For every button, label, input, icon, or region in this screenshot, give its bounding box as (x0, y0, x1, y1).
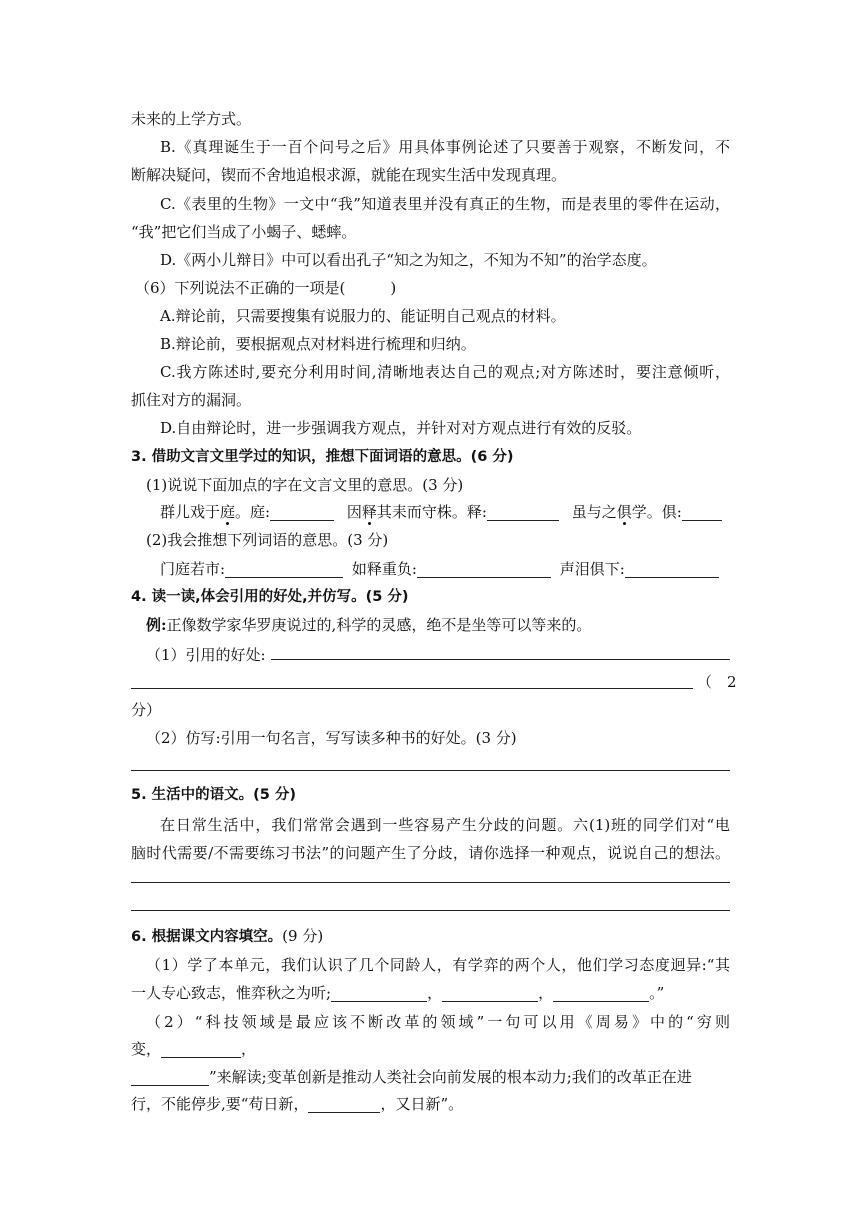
answer-blank[interactable] (131, 1069, 209, 1086)
emphasis-dot-char: 释 (361, 503, 377, 521)
answer-blank[interactable] (442, 985, 538, 1002)
section-3-heading: 3. 借助文言文里学过的知识，推想下面词语的意思。(6 分) (131, 449, 514, 465)
answer-blank[interactable] (161, 1041, 241, 1058)
section-4-heading: 4. 读一读,体会引用的好处,并仿写。(5 分) (131, 589, 409, 605)
answer-blank[interactable] (682, 504, 722, 521)
section-5-text-line2: 脑时代需要/不需要练习书法”的问题产生了分歧，请你选择一种观点，说说自己的想法。 (131, 844, 730, 862)
question-6-stem: （6）下列说法不正确的一项是( ) (135, 279, 397, 297)
q6-option-c-line2: 抓住对方的漏洞。 (131, 391, 252, 409)
answer-blank[interactable] (225, 561, 343, 578)
score-note: （ 2 (697, 673, 737, 691)
option-c-line2: “我”把它们当成了小蝎子、蟋蟀。 (131, 223, 357, 241)
section-6-part1-line1: （1）学了本单元，我们认识了几个同龄人，有学弈的两个人，他们学习态度迥异:“其 (146, 956, 730, 974)
emphasis-dot-char: 庭 (220, 503, 236, 521)
q6-option-a: A.辩论前，只需要搜集有说服力的、能证明自己观点的材料。 (160, 307, 566, 325)
section-5-text-line1: 在日常生活中，我们常常会遇到一些容易产生分歧的问题。六(1)班的同学们对“电 (160, 816, 730, 834)
section-4-part2: （2）仿写:引用一句名言，写写读多种书的好处。(3 分) (146, 729, 517, 747)
score-note-unit: 分） (131, 701, 162, 719)
emphasis-dot-char: 俱 (616, 503, 632, 521)
answer-blank[interactable] (270, 504, 334, 521)
answer-blank[interactable] (487, 504, 559, 521)
section-6-part2-line2: 变， ， (131, 1040, 257, 1058)
section-6-part2-line1: （2）“科技领域是最应该不断改革的领域”一句可以用《周易》中的“穷则 (146, 1013, 730, 1031)
answer-line[interactable] (131, 882, 730, 883)
answer-blank[interactable] (553, 985, 649, 1002)
option-b-line1: B.《真理诞生于一百个问号之后》用具体事例论述了只要善于观察，不断发问，不 (160, 138, 730, 156)
answer-line[interactable] (271, 659, 730, 660)
section-3-part1: (1)说说下面加点的字在文言文里的意思。(3 分) (146, 476, 464, 494)
answer-blank[interactable] (331, 985, 427, 1002)
option-c-line1: C.《表里的生物》一文中“我”知道表里并没有真正的生物，而是表里的零件在运动， (160, 195, 730, 213)
text-line: 未来的上学方式。 (131, 110, 252, 128)
answer-blank[interactable] (308, 1096, 380, 1113)
section-4-part1: （1）引用的好处: (146, 646, 266, 664)
section-6-part1-line2: 一人专心致志，惟弈秋之为听; ， ， 。” (131, 984, 665, 1002)
section-5-heading: 5. 生活中的语文。(5 分) (131, 787, 297, 803)
section-6-part2-line4: 行，不能停步,要“苟日新， ，又日新”。 (131, 1095, 464, 1113)
answer-line[interactable] (131, 910, 730, 911)
section-3-part2: (2)我会推想下列词语的意思。(3 分) (146, 531, 389, 549)
section-6-heading: 6. 根据课文内容填空。(9 分) (131, 927, 324, 945)
answer-blank[interactable] (625, 561, 719, 578)
answer-blank[interactable] (417, 561, 551, 578)
section-6-part2-line3: ”来解读;变革创新是推动人类社会向前发展的根本动力;我们的改革正在进 (131, 1066, 692, 1088)
section-4-example: 例:正像数学家华罗庚说过的,科学的灵感，绝不是坐等可以等来的。 (146, 616, 592, 634)
answer-line[interactable] (131, 770, 730, 771)
answer-line[interactable] (131, 688, 693, 689)
option-b-line2: 断解决疑问，锲而不舍地追根求源，就能在现实生活中发现真理。 (131, 166, 567, 184)
q6-option-d: D.自由辩论时，进一步强调我方观点，并针对对方观点进行有效的反驳。 (160, 419, 642, 437)
option-d-line: D.《两小儿辩日》中可以看出孔子“知之为知之，不知为不知”的治学态度。 (160, 251, 657, 269)
section-3-part2-items: 门庭若市: 如释重负: 声泪俱下: (160, 558, 719, 580)
section-3-part1-items: 群儿戏于庭。庭: 因释其耒而守株。释: 虽与之俱学。俱: (160, 501, 722, 523)
q6-option-c-line1: C.我方陈述时,要充分利用时间,清晰地表达自己的观点;对方陈述时，要注意倾听， (160, 363, 730, 381)
q6-option-b: B.辩论前，要根据观点对材料进行梳理和归纳。 (160, 335, 476, 353)
